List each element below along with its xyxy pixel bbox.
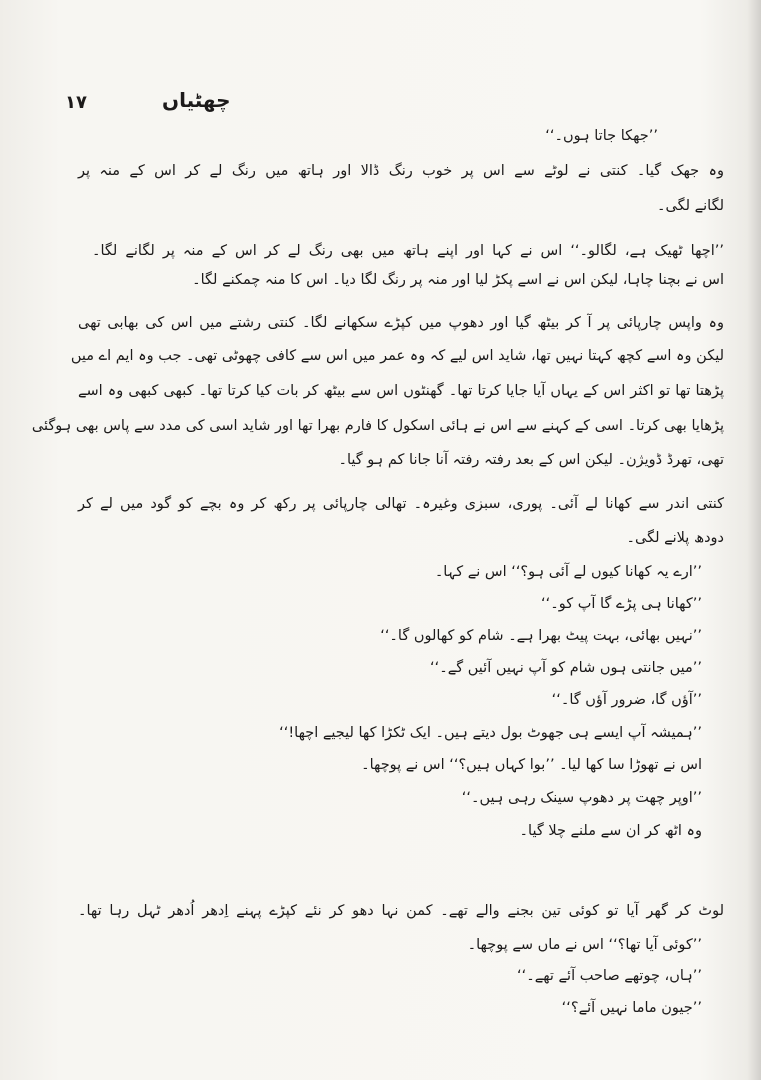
text-line: کنتی اندر سے کھانا لے آئی۔ پوری، سبزی وغیرہ۔ تھالی چارپائی پر رکھ کر وہ بچے کو گود میں لے کر [78,496,724,512]
dialogue-line: اس نے تھوڑا سا کھا لیا۔ ’’بوا کہاں ہیں؟‘‘ اس نے پوچھا۔ [361,757,702,773]
dialogue-line: ’’جیون ماما نہیں آئے؟‘‘ [561,1000,702,1016]
text-line: لگانے لگی۔ [657,198,724,214]
text-line: اس نے بچنا چاہا، لیکن اس نے اسے پکڑ لیا اور منہ پر رنگ لگا دیا۔ اس کا منہ چمکنے لگا۔ [192,272,724,288]
dialogue-line: ’’کھانا ہی پڑے گا آپ کو۔‘‘ [541,596,702,612]
text-line: وہ جھک گیا۔ کنتی نے لوٹے سے اس پر خوب رنگ ڈالا اور ہاتھ میں رنگ لے کر اس کے منہ پر [78,163,724,179]
dialogue-line: ’’اوپر چھت پر دھوپ سینک رہی ہیں۔‘‘ [461,790,702,806]
text-line: لیکن وہ اسے کچھ کہتا نہیں تھا، شاید اس لیے کہ وہ عمر میں اس سے کافی چھوٹی تھی۔ جب وہ ایم اے میں [70,348,724,364]
page-number: ١٧ [65,92,87,113]
text-line: تھی، تھرڈ ڈویژن۔ لیکن اس کے بعد رفتہ رفتہ آنا جانا کم ہو گیا۔ [338,452,724,468]
text-line: وہ واپس چارپائی پر آ کر بیٹھ گیا اور دھوپ میں کپڑے سکھانے لگا۔ کنتی رشتے میں اس کی بھابی تھی [78,315,724,331]
page-edge-shadow [747,0,761,1080]
dialogue-line: ’’کوئی آیا تھا؟‘‘ اس نے ماں سے پوچھا۔ [467,937,702,953]
text-line: وہ اٹھ کر ان سے ملنے چلا گیا۔ [519,823,702,839]
text-line: دودھ پلانے لگی۔ [626,530,724,546]
text-line: لوٹ کر گھر آیا تو کوئی تین بجنے والے تھے۔ کمن نہا دھو کر نئے کپڑے پہنے اِدھر اُدھر ٹہل رہا تھا۔ [78,903,724,919]
text-line: ’’جھکا جاتا ہوں۔‘‘ [545,128,658,144]
running-title: چھٹیاں [162,88,231,112]
dialogue-line: ’’ہمیشہ آپ ایسے ہی جھوٹ بول دیتے ہیں۔ ایک ٹکڑا کھا لیجیے اچھا!‘‘ [279,725,702,741]
text-line: پڑھایا بھی کرتا۔ اسی کے کہنے سے اس نے ہائی اسکول کا فارم بھرا تھا اور شاید اسی کی مدد سے پاس بھی ہوگئی [31,418,724,434]
text-line: ’’اچھا ٹھیک ہے، لگالو۔‘‘ اس نے کہا اور اپنے ہاتھ میں بھی رنگ لے کر اس کے منہ پر لگانے لگا۔ [92,243,724,259]
dialogue-line: ’’ارے یہ کھانا کیوں لے آئی ہو؟‘‘ اس نے کہا۔ [434,564,702,580]
dialogue-line: ’’نہیں بھائی، بہت پیٹ بھرا ہے۔ شام کو کھالوں گا۔‘‘ [380,628,702,644]
dialogue-line: ’’آؤں گا، ضرور آؤں گا۔‘‘ [551,692,702,708]
dialogue-line: ’’ہاں، چوتھے صاحب آئے تھے۔‘‘ [517,968,702,984]
text-line: پڑھتا تھا تو اکثر اس کے یہاں آیا جایا کرتا تھا۔ گھنٹوں اس سے بیٹھ کر بات کیا کرتا تھا۔ کبھی کبھی وہ اسے [78,383,724,399]
dialogue-line: ’’میں جانتی ہوں شام کو آپ نہیں آئیں گے۔‘‘ [430,660,702,676]
